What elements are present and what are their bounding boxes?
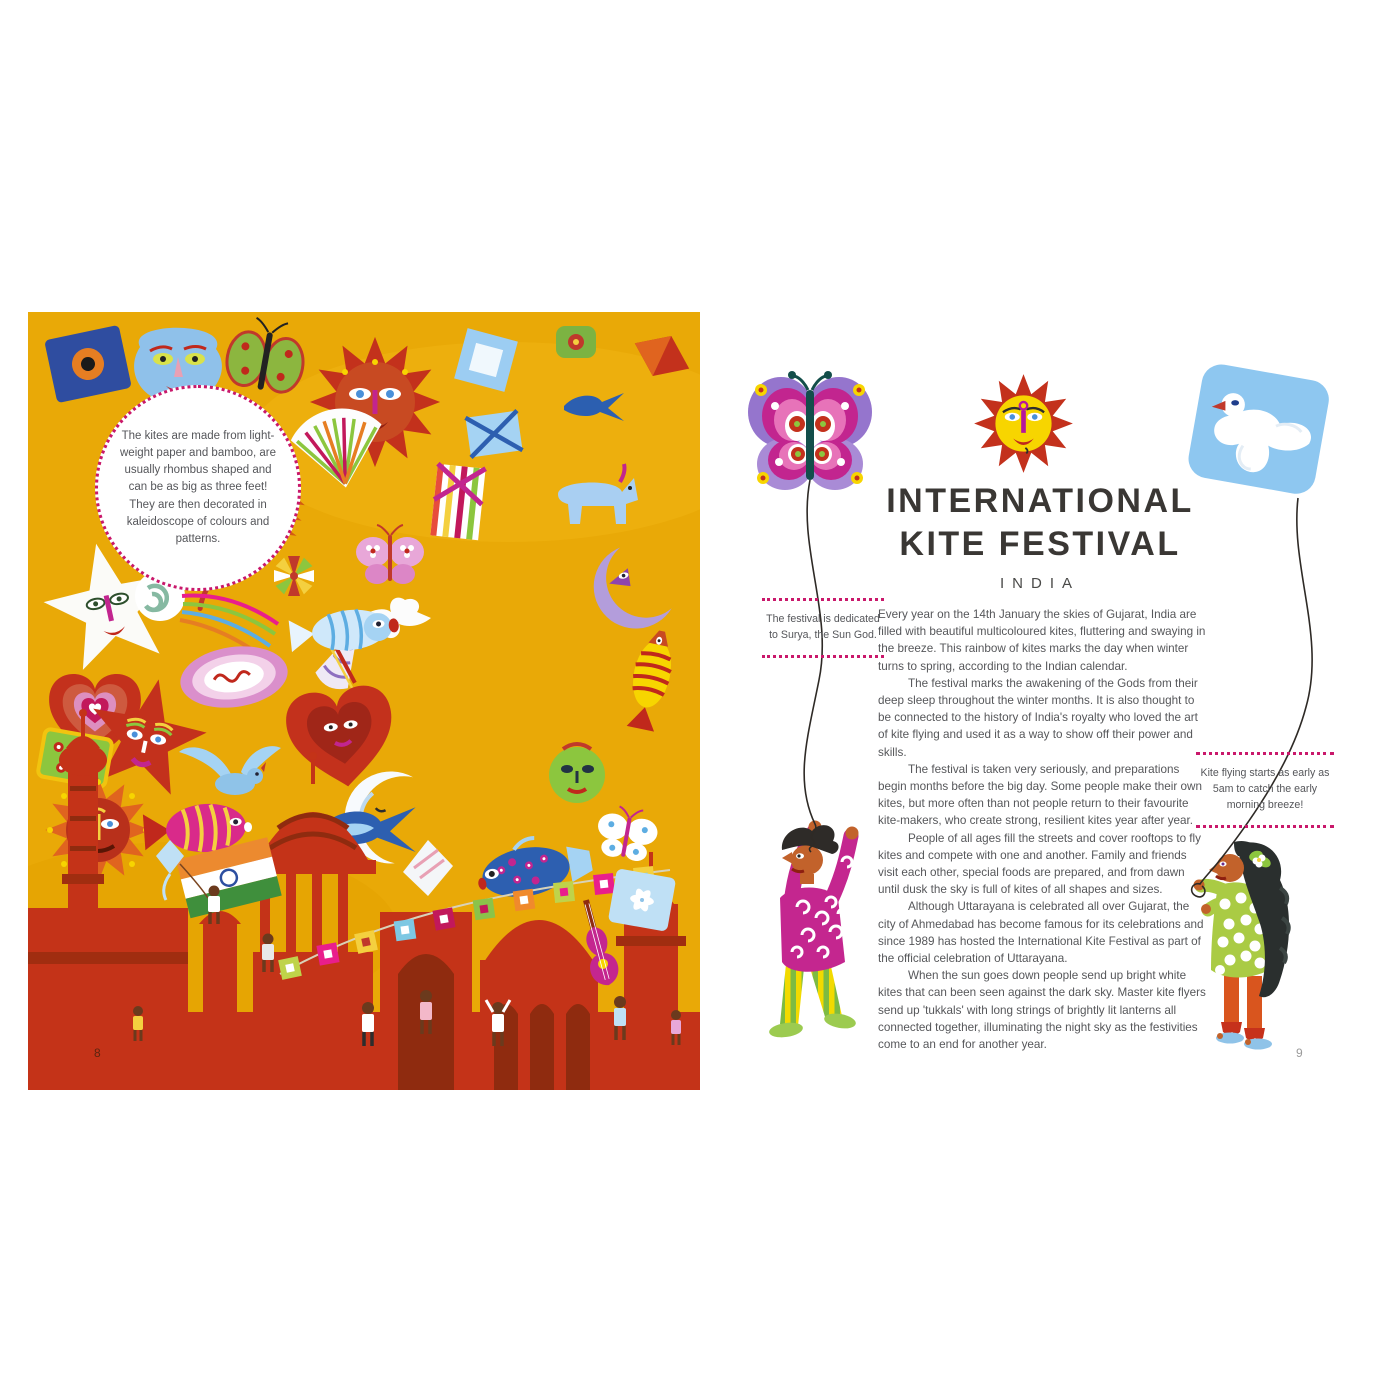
- surya-callout-text: The festival is dedicated to Surya, the Sun God.: [766, 613, 880, 641]
- breeze-callout-text: Kite flying starts as early as 5am to catch the early morning breeze!: [1200, 767, 1330, 811]
- kite-facts-callout: [95, 385, 301, 591]
- paragraph: The festival marks the awakening of the Gods from their deep sleep throughout the winter months. It is also thought to be connected to the history of India's royalty who loved the art of kite flying and used it as a way to show off their power and skills.: [878, 676, 1198, 759]
- page-title-line2: KITE FESTIVAL: [899, 525, 1181, 563]
- page-subtitle: INDIA: [999, 575, 1080, 592]
- paragraph: People of all ages fill the streets and cover rooftops to fly kites and compete with one and another. Family and friends visit each other, special foods are prepared, and from dawn until dusk the sky is full of kites of all shapes and sizes.: [878, 831, 1201, 897]
- surya-callout: [762, 598, 884, 658]
- cross-kite: [465, 411, 522, 458]
- body-text: [878, 606, 1208, 1053]
- man-kite-flyer-illustration: [752, 802, 882, 1042]
- paragraph: Every year on the 14th January the skies of Gujarat, India are filled with beautiful multicoloured kites, fluttering and swaying in the breeze. This rainbow of kites marks the day when winter turns to spring, according to the Indian calendar.: [878, 608, 1206, 673]
- kite-facts-text: The kites are made from light-weight paper and bamboo, are usually rhombus shaped and can be as big as three feet! They are then decorated in kaleidoscope of colours and patterns.: [120, 429, 276, 546]
- page-number-right: 9: [1296, 1046, 1303, 1060]
- page-title-line1: INTERNATIONAL: [886, 482, 1194, 520]
- striped-box-kite: [430, 464, 485, 541]
- left-page: [28, 312, 700, 1090]
- right-page: [700, 312, 1372, 1090]
- pinwheel-kite: [274, 556, 314, 596]
- breeze-callout: [1196, 752, 1334, 828]
- girl-kite-flyer-illustration: [1190, 828, 1320, 1056]
- page-number-left: 8: [94, 1046, 101, 1060]
- blue-flower-kite: [608, 868, 676, 932]
- paragraph: The festival is taken very seriously, and preparations begin months before the big day. Some people make their own kites, but more often than not people return to their favourite kite-makers, who create strong, resilient kites year after year.: [878, 762, 1202, 828]
- green-fruit-kite: [556, 326, 596, 358]
- paragraph: When the sun goes down people send up bright white kites that can been seen against the dark sky. Master kite flyers send up 'tukkals' with long strings of brightly lit lanterns all connected together, illuminating the night sky as the festivities come to an end for another year.: [878, 969, 1206, 1052]
- chapter-title-block: [836, 480, 1244, 592]
- paragraph: Although Uttarayana is celebrated all over Gujarat, the city of Ahmedabad has become famous for its celebrations and since 1989 has hosted the International Kite Festival as part of the official celebration of Uttarayana.: [878, 900, 1204, 966]
- surya-sun-illustration: [972, 372, 1075, 475]
